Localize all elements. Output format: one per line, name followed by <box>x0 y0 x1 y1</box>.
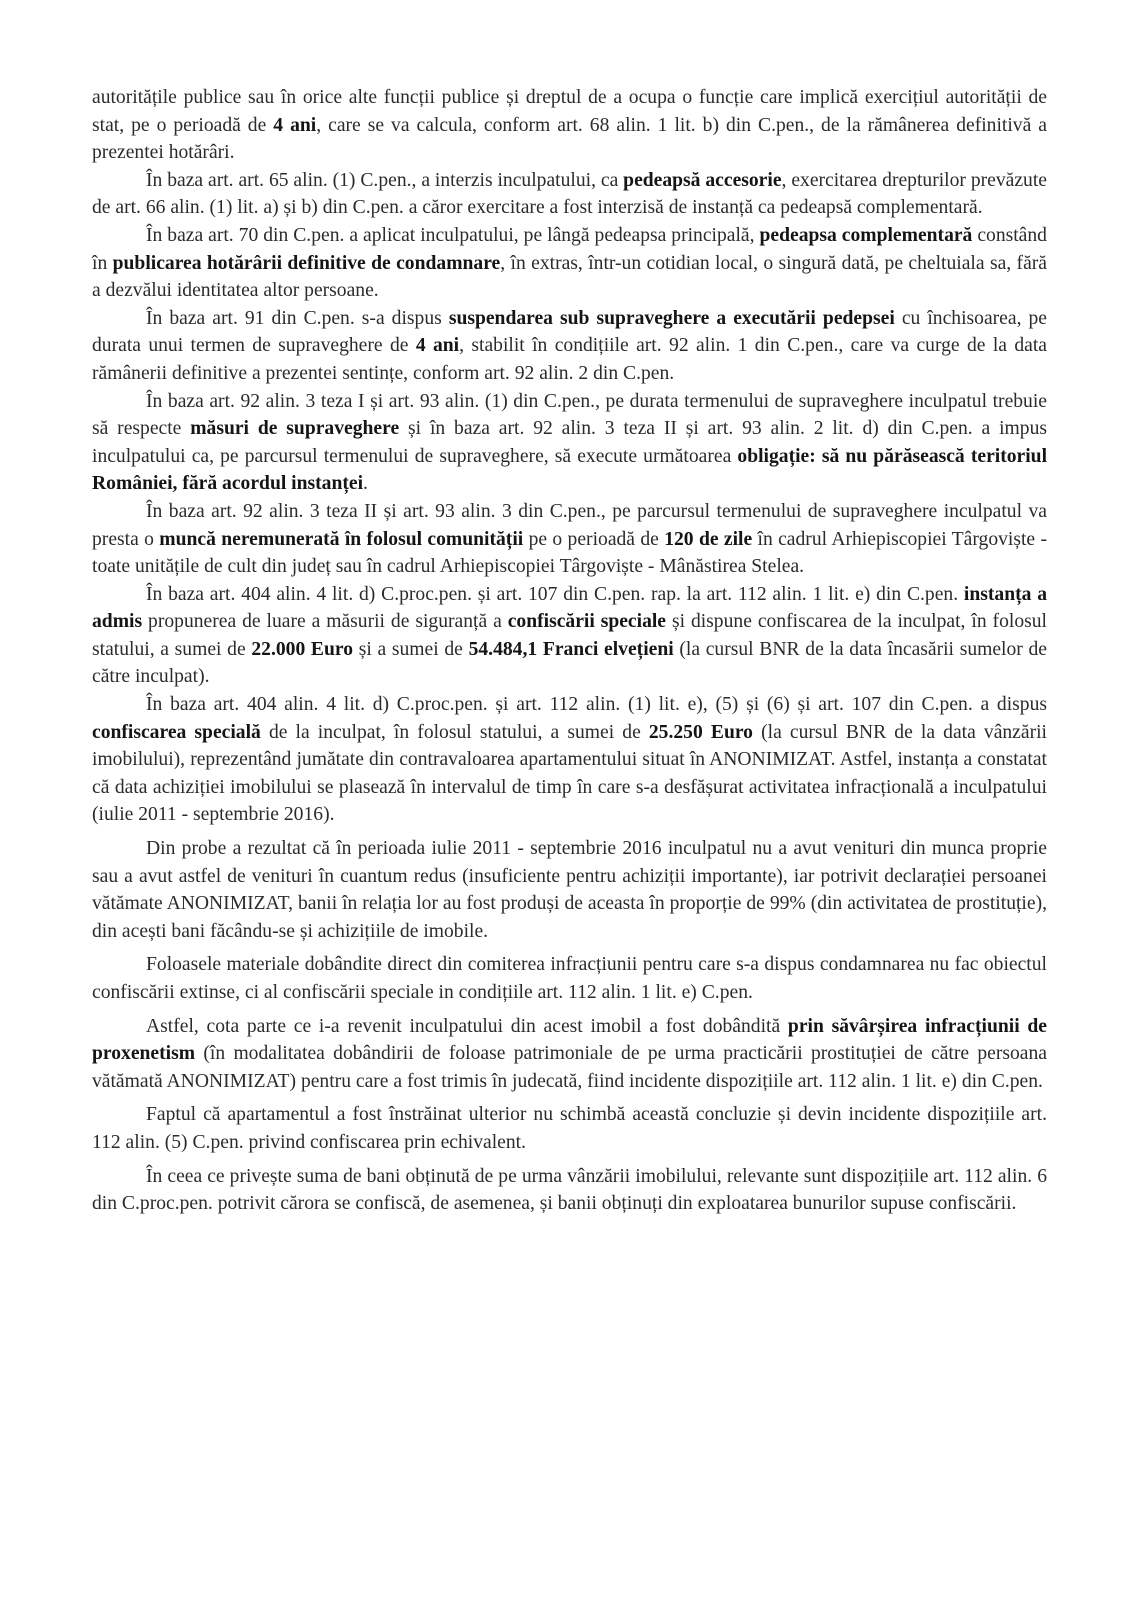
paragraph <box>92 691 1047 829</box>
paragraph-text: În baza art. 70 din C.pen. a aplicat inculpatului, pe lângă pedeapsa principală, <box>146 224 760 246</box>
paragraph-text: , exercitarea drepturilor prevăzute de art. 66 alin. (1) lit. a) și b) din C.pen. a căror exercitare a fost interzisă de instanță ca pedeapsă complementară. <box>92 169 1047 219</box>
paragraph-text: Faptul că apartamentul a fost înstrăinat ulterior nu schimbă această concluzie și devin incidente dispozițiile art. 112 alin. (5) C.pen. privind confiscarea prin echivalent. <box>92 1104 1047 1153</box>
paragraph <box>92 835 1047 945</box>
bold-text: prin săvârșirea infracțiunii de proxenetism <box>92 1015 1047 1065</box>
paragraph-text: În ceea ce privește suma de bani obținută de pe urma vânzării imobilului, relevante sunt dispozițiile art. 112 alin. 6 din C.proc.pen. potrivit cărora se confiscă, de asemenea, și banii obținuți din exploatarea bunurilor supuse confiscării. <box>92 1165 1047 1215</box>
paragraph <box>92 581 1047 691</box>
paragraph <box>92 84 1047 167</box>
paragraph-text: constând în <box>92 224 1047 274</box>
paragraph-text: pe o perioadă de <box>523 528 665 550</box>
paragraph-text: În baza art. 404 alin. 4 lit. d) C.proc.pen. și art. 107 din C.pen. rap. la art. 112 alin. 1 lit. e) din C.pen. <box>146 583 964 605</box>
paragraph <box>92 498 1047 581</box>
bold-text: confiscării speciale <box>507 611 667 633</box>
bold-text: pedeapsă accesorie <box>623 169 782 191</box>
bold-text: 25.250 Euro <box>648 721 753 743</box>
paragraph-text: , stabilit în condițiile art. 92 alin. 1 din C.pen., care va curge de la data rămânerii definitive a prezentei sentințe, conform art. 92 alin. 2 din C.pen. <box>92 335 1047 384</box>
paragraph-text: și dispune confiscarea de la inculpat, în folosul statului, a sumei de <box>92 611 1047 660</box>
paragraph-text: și în baza art. 92 alin. 3 teza II și art. 93 alin. 2 lit. d) din C.pen. a impus inculpatului ca, pe parcursul termenului de supraveghere, să execute următoarea <box>92 418 1047 467</box>
bold-text: publicarea hotărârii definitive de condamnare <box>112 252 501 274</box>
paragraph-text: (la cursul BNR de la data vânzării imobilului), reprezentând jumătate din contravaloarea apartamentului situat în ANONIMIZAT. Astfel, instanța a constatat că data achiziției imobilului se plasează în intervalul de timp în care s-a desfășurat activitatea infracțională a inculpatului (iulie 2011 - septembrie 2016). <box>92 721 1047 826</box>
bold-text: muncă neremunerată în folosul comunității <box>159 528 524 550</box>
bold-text: 120 de zile <box>664 528 753 550</box>
paragraph <box>92 1163 1047 1218</box>
bold-text: obligație: să nu părăsească teritoriul României, fără acordul instanței <box>92 445 1048 495</box>
paragraph <box>92 1101 1047 1156</box>
bold-text: 4 ani <box>273 114 317 136</box>
bold-text: pedeapsa complementară <box>759 224 973 246</box>
paragraph-text: , care se va calcula, conform art. 68 alin. 1 lit. b) din C.pen., de la rămânerea definitivă a prezentei hotărâri. <box>92 114 1047 164</box>
paragraph-text: cu închisoarea, pe durata unui termen de supraveghere de <box>92 307 1047 357</box>
paragraph-text: în cadrul Arhiepiscopiei Târgoviște - toate unitățile de cult din județ sau în cadrul Arhiepiscopiei Târgoviște - Mânăstirea Stelea. <box>92 528 1047 578</box>
document-body <box>92 84 1047 1218</box>
paragraph <box>92 222 1047 305</box>
paragraph-text: În baza art. 91 din C.pen. s-a dispus <box>146 307 449 329</box>
bold-text: măsuri de supraveghere <box>190 418 400 440</box>
paragraph-text: propunerea de luare a măsurii de siguranță a <box>142 611 508 633</box>
paragraph-text: Din probe a rezultat că în perioada iulie 2011 - septembrie 2016 inculpatul nu a avut venituri din munca proprie sau a avut astfel de venituri în cuantum redus (insuficiente pentru achiziții importante), iar potrivit declarației persoanei vătămate ANONIMIZAT, banii în relația lor au fost produși de aceasta în proporție de 99% (din activitatea de prostituție), din acești bani făcându-se și achizițiile de imobile. <box>92 838 1047 942</box>
paragraph-text: . <box>363 473 368 495</box>
bold-text: instanța a admis <box>92 583 1048 633</box>
paragraph-text: În baza art. 92 alin. 3 teza II și art. 93 alin. 3 din C.pen., pe parcursul termenului de supraveghere inculpatul va presta o <box>92 500 1047 550</box>
paragraph-text: și a sumei de <box>353 638 469 660</box>
paragraph <box>92 951 1047 1006</box>
paragraph <box>92 305 1047 388</box>
paragraph-text: Astfel, cota parte ce i-a revenit inculpatului din acest imobil a fost dobândită <box>146 1015 788 1037</box>
paragraph-text: În baza art. 92 alin. 3 teza I și art. 93 alin. (1) din C.pen., pe durata termenului de supraveghere inculpatul trebuie să respecte <box>92 390 1047 440</box>
paragraph-text: , în extras, într-un cotidian local, o singură dată, pe cheltuiala sa, fără a dezvălui identitatea altor persoane. <box>92 252 1047 302</box>
paragraph-text: (la cursul BNR de la data încasării sumelor de către inculpat). <box>92 638 1048 688</box>
bold-text: 54.484,1 Franci elvețieni <box>468 638 674 660</box>
paragraph-text: În baza art. art. 65 alin. (1) C.pen., a interzis inculpatului, ca <box>146 169 624 191</box>
paragraph-text: (în modalitatea dobândirii de foloase patrimoniale de pe urma practicării prostituției de către persoana vătămată ANONIMIZAT) pentru care a fost trimis în judecată, fiind incidente dispozițiile art. 112 alin. 1 lit. e) din C.pen. <box>92 1043 1047 1092</box>
bold-text: confiscarea specială <box>92 721 261 743</box>
bold-text: suspendarea sub supraveghere a executării pedepsei <box>448 307 895 329</box>
paragraph-text: de la inculpat, în folosul statului, a sumei de <box>260 721 649 743</box>
paragraph <box>92 1013 1047 1096</box>
paragraph-text: autoritățile publice sau în orice alte funcții publice și dreptul de a ocupa o funcție care implică exercițiul autorității de stat, pe o perioadă de <box>92 87 1047 136</box>
paragraph-text: Foloasele materiale dobândite direct din comiterea infracțiunii pentru care s-a dispus condamnarea nu fac obiectul confiscării extinse, ci al confiscării speciale in condițiile art. 112 alin. 1 lit. e) C.pen. <box>92 954 1047 1003</box>
paragraph <box>92 167 1047 222</box>
paragraph <box>92 388 1047 498</box>
paragraph-text: În baza art. 404 alin. 4 lit. d) C.proc.pen. și art. 112 alin. (1) lit. e), (5) și (6) și art. 107 din C.pen. a dispus <box>146 694 1047 716</box>
bold-text: 4 ani <box>415 335 460 357</box>
bold-text: 22.000 Euro <box>251 638 354 660</box>
